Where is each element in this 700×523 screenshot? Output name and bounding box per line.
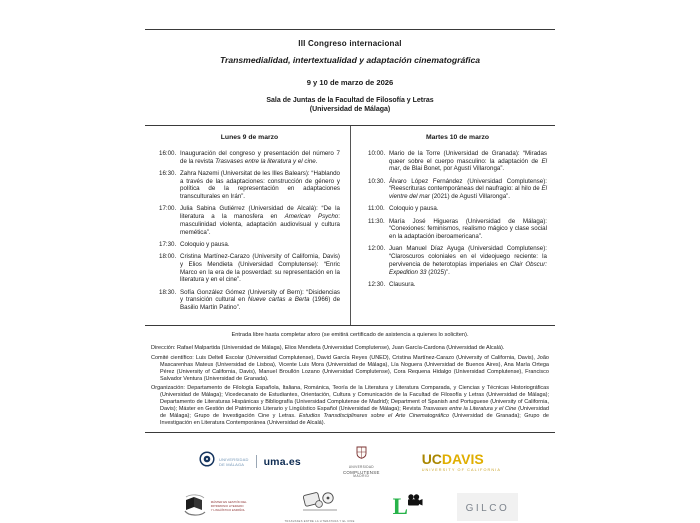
trasvases-caption: TRASVASES ENTRE LA LITERATURA Y EL CINE [284,520,355,523]
schedule-text: Juan Manuel Díaz Ayuga (Universidad Complutense): “Claroscuros coloniales en el videojuego reciente: la pervivencia de heterotopías imperiales en Clair Obscur: Expedition 33 (2025)”. [389,245,547,276]
logos-row-groups [145,481,555,523]
schedule-item [368,281,547,289]
schedule-text: Julia Sabina Gutiérrez (Universidad de Alcalá): “De la literatura a la manosfera en American Psycho: masculinidad violenta, adaptación audiovisual y cultura memética”. [180,205,340,236]
schedule-time: 17:00. [159,205,177,213]
master-line1: MÁSTER EN GESTIÓN DEL [210,500,247,505]
cine-y-letras-logo [393,494,419,520]
schedule-time: 16:00. [159,149,177,157]
ucm-shield-icon [356,446,367,464]
schedule-time: 16:30. [159,169,177,177]
ucdavis-logo [422,452,501,472]
schedule-item [159,205,340,236]
schedule-text: María José Higueras (Universidad de Málaga): “Conexiones: feminismos, realismo mágico y clase social en la adaptación iberoamericana”. [389,217,547,241]
uma-name-line2: DE MÁLAGA [219,461,245,467]
day-title-tuesday: Martes 10 de marzo [425,133,490,141]
horizontal-rule-top [145,29,555,30]
venue-line2: (Universidad de Málaga) [309,106,391,114]
ucm-line1: UNIVERSIDAD [348,464,374,469]
admission-note: Entrada libre hasta completar aforo (se emitirá certificado de asistencia a quienes lo soliciten). [231,332,469,339]
schedule-item [368,178,547,201]
congress-title: Transmedialidad, intertextualidad y adaptación cinematográfica [219,55,481,65]
uma-logo [199,451,301,472]
congress-name: III Congreso internacional [298,39,402,48]
gilco-logo [457,493,519,521]
schedule-item [159,150,340,166]
schedule-item [159,170,340,201]
credits-section [145,332,555,426]
day-title-monday: Lunes 9 de marzo [220,133,279,141]
uma-seal-icon [199,451,215,472]
ucm-line3: MADRID [353,473,370,478]
schedule-time: 12:30. [368,280,386,288]
uma-name-line1: UNIVERSIDAD [219,456,249,462]
schedule-time: 11:00. [368,205,385,213]
schedule-item [159,289,340,312]
master-patrimonio-logo [182,494,247,519]
schedule-item [368,245,547,276]
schedule-item [159,241,340,249]
uma-domain: uma.es [263,455,301,468]
schedule-time: 10:00. [368,149,386,157]
schedule-time: 18:00. [159,253,177,261]
uma-name [219,457,249,467]
program-header [145,39,555,115]
logos-row-institutions [145,433,555,482]
ucm-logo [343,446,380,479]
schedule-tuesday [350,126,555,326]
schedule-text: Inauguración del congreso y presentación del número 7 de la revista Trasvases entre la literatura y el cine. [180,149,340,165]
schedule-time: 18:30. [159,288,177,296]
ucdavis-davis: DAVIS [441,450,484,467]
schedule-text: Zahra Nazemi (Universitat de les Illes Balears): “Hablando a través de las adaptaciones: construcción de género y política de la representación en adaptaciones transculturales en Irán”. [180,169,340,201]
schedule-text: Álvaro López Fernández (Universidad Complutense): “Reescrituras contemporáneas del naufragio: al hilo de El vientre del mar (2021) de Agustí Villaronga”. [389,177,547,201]
schedule-time: 11:30. [368,217,385,225]
film-reel-sketch-icon [299,490,341,519]
schedule-item [368,205,547,213]
trasvases-logo [285,490,355,523]
schedule-text: Coloquio y pausa. [389,205,439,213]
schedule-time: 10:30. [368,177,386,185]
schedule-time: 12:00. [368,245,386,253]
schedule-text: Mario de la Torre (Universidad de Granada): “Miradas queer sobre el cuerpo masculino: la adaptación de El mar, de Blai Bonet, por Agustí Villaronga”. [389,149,547,173]
open-book-icon [182,494,208,519]
ucm-line2: COMPLUTENSE [342,469,380,475]
master-line2: PATRIMONIO LITERARIO [210,504,244,508]
uma-divider [256,455,257,468]
horizontal-rule-schedule-bottom [145,325,555,326]
schedule-time: 17:30. [159,240,177,248]
congress-venue [145,96,555,115]
gilco-wordmark: GILCO [465,502,510,514]
ucdavis-uc: UC [421,450,442,467]
schedule-text: Cristina Martínez-Carazo (University of California, Davis) y Elios Mendieta (Universidad Complutense): “Enric Marco en la era de la posverdad: su representación en la literatura y en el cine”. [180,253,340,284]
schedule-item [368,218,547,241]
venue-line1: Sala de Juntas de la Facultad de Filosofía y Letras [266,97,434,104]
schedule-columns [145,126,555,326]
schedule-item [368,150,547,173]
schedule-monday [145,126,350,326]
master-text [211,501,247,512]
schedule-item [159,253,340,284]
credit-comite: Comité científico: Luis Deltell Escolar (Universidad Complutense), David García Reyes (UNED), Cristina Martínez-Carazo (University of California, Davis), João Mascarenhas Mateus (Universidad de Lisboa), Vicente Luis Mora (Universidad de Málaga), Lía Noguera (Universidad de Buenos Aires), Ana María Ortega Pérez (University of California, Davis), Manuel Broullón Lozano (Universidad Complutense), Cora Requena Hidalgo (Universidad Complutense), Francisco Salvador Ventura (Universidad de Granada). [151,354,549,382]
ucdavis-wordmark [422,452,484,466]
film-camera-icon [406,494,423,512]
schedule-text: Coloquio y pausa. [180,240,230,248]
credit-direccion: Dirección: Rafael Malpartida (Universidad de Málaga), Elios Mendieta (Universidad Complutense), Juan García-Cardona (Universidad de Alcalá). [151,345,505,352]
congress-dates: 9 y 10 de marzo de 2026 [306,78,394,87]
master-line3: Y LINGÜÍSTICO ESPAÑOL [210,507,246,512]
schedule-text: Clausura. [389,280,416,288]
schedule-text: Sofía González Gómez (University of Bern): “Disidencias y transición cultural en Nueve cartas a Berta (1966) de Basilio Martín Patino”. [180,288,341,312]
cine-y-letras-letter: L [392,493,408,519]
ucdavis-subline: UNIVERSITY OF CALIFORNIA [421,467,501,472]
credit-organizacion: Organización: Departamento de Filología Española, Italiana, Románica, Teoría de la Literatura y Literatura Comparada, y Ciencias y Técnicas Historiográficas (Universidad de Málaga); Vicedecanato de Estudiantes, Orientación, Cultura y Comunicación de la Facultad de Filosofía y Letras (Universidad de Málaga); Departamento de Literaturas Hispánicas y Bibliografía (Universidad Complutense de Madrid); Department of Spanish and Portuguese (University of California, Davis); Máster en Gestión del Patrimonio Literario y Lingüístico Español (Universidad de Málaga); Revista Trasvases entre la Literatura y el Cine (Universidad de Málaga); Grupo de Investigación Cine y Letras. Estudios Transdisciplinares sobre el Arte Cinematográfico (Universidad de Granada); Grupo de Investigación en Literatura Contemporánea (Universidad de Alcalá). [151,384,549,426]
